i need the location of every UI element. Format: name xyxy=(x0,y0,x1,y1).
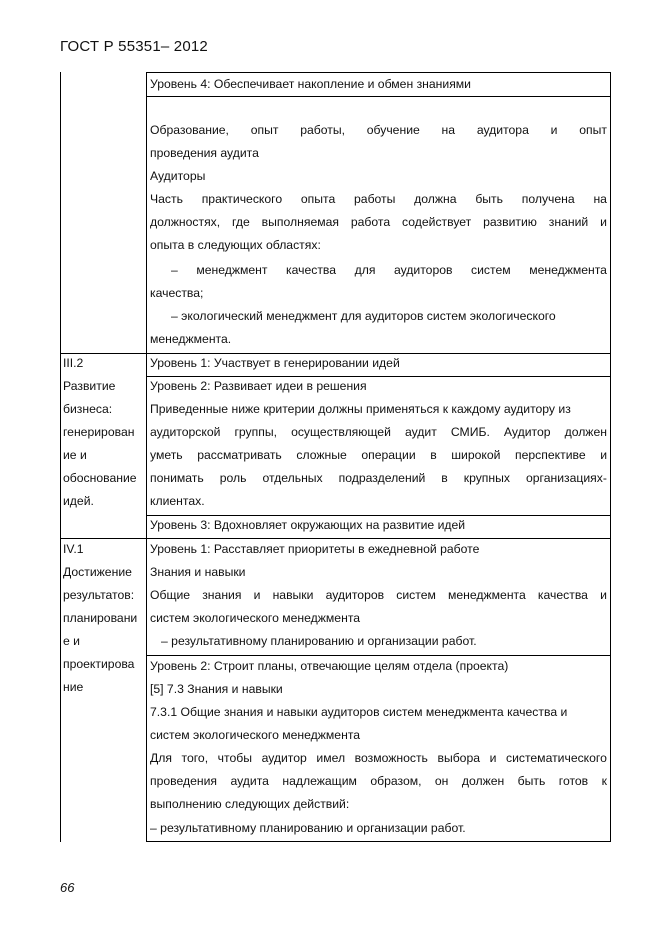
auditors-label: Аудиторы xyxy=(150,169,206,183)
section-title: Достижение xyxy=(63,565,132,579)
section-title: планировани xyxy=(63,611,138,625)
bullet-line: – менеджмент качества для аудиторов систем менеджмента xyxy=(171,263,607,277)
level-2-heading: Уровень 2: Развивает идеи в решения xyxy=(150,379,367,393)
education-line: Образование, опыт работы, обучение на аудитора и опыт xyxy=(150,123,607,137)
section-title: ние xyxy=(63,680,84,694)
paragraph-line: уметь рассматривать сложные операции в широкой перспективе и xyxy=(150,448,607,462)
section-rule xyxy=(60,353,611,354)
section-rule xyxy=(60,538,611,539)
bullet-line: – результативному планированию и организации работ. xyxy=(161,634,477,648)
row-rule xyxy=(146,841,611,842)
row-rule xyxy=(146,515,611,516)
paragraph-line: систем экологического менеджмента xyxy=(150,611,361,625)
table-left-border xyxy=(60,72,61,842)
row-rule xyxy=(146,96,611,97)
section-title: е и xyxy=(63,634,80,648)
paragraph-line: понимать роль отдельных подразделений в крупных организациях- xyxy=(150,471,607,485)
paragraph-line: Для того, чтобы аудитор имел возможность выбора и систематического xyxy=(150,751,607,765)
section-title: идей. xyxy=(63,494,94,508)
section-code: IV.1 xyxy=(63,542,84,556)
section-title: Развитие xyxy=(63,379,116,393)
section-title: генерирован xyxy=(63,425,135,439)
paragraph-line: должностях, где выполняемая работа содействует развитию знаний и xyxy=(150,215,607,229)
section-title: ие и xyxy=(63,448,87,462)
level-3-heading: Уровень 3: Вдохновляет окружающих на развитие идей xyxy=(150,518,466,532)
paragraph-line: выполнению следующих действий: xyxy=(150,797,350,811)
education-line: проведения аудита xyxy=(150,146,259,160)
paragraph-line: 7.3.1 Общие знания и навыки аудиторов систем менеджмента качества и xyxy=(150,705,568,719)
page-number: 66 xyxy=(60,880,75,895)
knowledge-label: Знания и навыки xyxy=(150,565,246,579)
paragraph-line: Приведенные ниже критерии должны применяться к каждому аудитору из xyxy=(150,402,571,416)
level-4-heading: Уровень 4: Обеспечивает накопление и обмен знаниями xyxy=(150,77,471,91)
bullet-line: – экологический менеджмент для аудиторов систем экологического xyxy=(171,309,556,323)
reference-heading: [5] 7.3 Знания и навыки xyxy=(150,682,283,696)
row-rule xyxy=(146,72,611,73)
level-1-heading: Уровень 1: Расставляет приоритеты в ежедневной работе xyxy=(150,542,480,556)
paragraph-line: опыта в следующих областях: xyxy=(150,238,321,252)
section-title: проектирова xyxy=(63,657,135,671)
level-2-heading: Уровень 2: Строит планы, отвечающие целям отдела (проекта) xyxy=(150,659,509,673)
section-code: III.2 xyxy=(63,356,84,370)
section-title: обоснование xyxy=(63,471,137,485)
paragraph-line: Общие знания и навыки аудиторов систем менеджмента качества и xyxy=(150,588,607,602)
paragraph-line: клиентах. xyxy=(150,494,205,508)
row-rule xyxy=(146,376,611,377)
table-column-divider xyxy=(146,72,147,842)
paragraph-line: Часть практического опыта работы должна быть получена на xyxy=(150,192,607,206)
document-header: ГОСТ Р 55351– 2012 xyxy=(60,38,208,55)
bullet-line: менеджмента. xyxy=(150,332,232,346)
table-right-border xyxy=(610,72,611,842)
paragraph-line: аудиторской группы, осуществляющей аудит СМИБ. Аудитор должен xyxy=(150,425,607,439)
paragraph-line: систем экологического менеджмента xyxy=(150,728,361,742)
section-title: бизнеса: xyxy=(63,402,113,416)
level-1-heading: Уровень 1: Участвует в генерировании идей xyxy=(150,356,400,370)
bullet-line: качества; xyxy=(150,286,204,300)
bullet-line: – результативному планированию и организации работ. xyxy=(150,821,466,835)
section-title: результатов: xyxy=(63,588,135,602)
paragraph-line: проведения аудита надлежащим образом, он должен быть готов к xyxy=(150,774,607,788)
row-rule xyxy=(146,655,611,656)
